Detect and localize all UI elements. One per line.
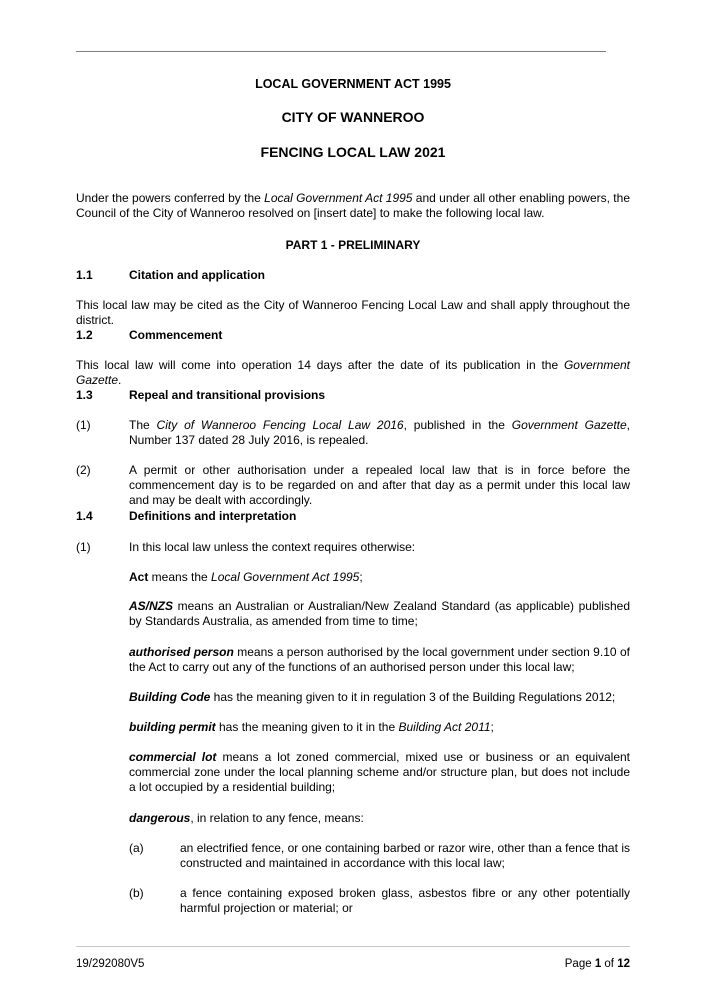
item-text: a fence containing exposed broken glass, asbestos fibre or any other potentially harmful projection or material; or [180,886,630,915]
definition-authorised-person: authorised person means a person authorised by the local government under section 9.10 of the Act to carry out any of the functions of an authorised person under this local law; [129,645,630,674]
section-title: Definitions and interpretation [129,509,297,523]
definition-commercial-lot: commercial lot means a lot zoned commercial, mixed use or business or an equivalent commercial zone under the local planning scheme and/or structure plan, but does not include a lot occupied by a residential building; [129,750,631,794]
section-number: 1.1 [76,268,93,282]
section-text: This local law will come into operation 14 days after the date of its publication in the Government Gazette. [76,358,630,387]
section-title: Repeal and transitional provisions [129,388,326,402]
intro-paragraph: Under the powers conferred by the Local Government Act 1995 and under all other enabling powers, the Council of the City of Wanneroo resolved on [insert date] to make the following local law. [76,191,630,220]
section-title: Commencement [129,328,223,342]
act-title: LOCAL GOVERNMENT ACT 1995 [255,77,451,91]
part-heading: PART 1 - PRELIMINARY [285,238,421,252]
subclause-number: (2) [76,463,91,477]
definition-dangerous: dangerous, in relation to any fence, means: [129,811,364,825]
page-indicator: Page 1 of 12 [564,958,630,970]
subclause-number: (1) [76,418,91,432]
definition-building-permit: building permit has the meaning given to it in the Building Act 2011; [129,720,494,734]
document-reference: 19/292080V5 [76,958,145,970]
item-text: an electrified fence, or one containing barbed or razor wire, other than a fence that is constructed and maintained in accordance with this local law; [180,841,630,870]
definition-building-code: Building Code has the meaning given to it in regulation 3 of the Building Regulations 2012; [129,690,616,704]
law-title: FENCING LOCAL LAW 2021 [260,144,446,160]
city-title: CITY OF WANNEROO [281,109,425,125]
section-number: 1.4 [76,509,93,523]
item-number: (b) [129,886,144,900]
section-number: 1.3 [76,388,93,402]
definition-asnzs: AS/NZS means an Australian or Australian/New Zealand Standard (as applicable) published by Standards Australia, as amended from time to time; [129,599,630,628]
subclause-number: (1) [76,540,91,554]
item-number: (a) [129,841,144,855]
subclause-text: The City of Wanneroo Fencing Local Law 2016, published in the Government Gazette, Number 137 dated 28 July 2016, is repealed. [129,418,631,447]
header-rule [76,51,606,52]
section-title: Citation and application [129,268,266,282]
definition-act: Act means the Local Government Act 1995; [129,570,363,584]
section-text: This local law may be cited as the City of Wanneroo Fencing Local Law and shall apply throughout the district. [76,298,630,327]
subclause-text: A permit or other authorisation under a repealed local law that is in force before the commencement day is to be regarded on and after that day as a permit under this local law and may be dealt with accordingly. [129,463,630,507]
subclause-text: In this local law unless the context requires otherwise: [129,540,416,554]
section-number: 1.2 [76,328,93,342]
footer-rule [76,946,630,947]
